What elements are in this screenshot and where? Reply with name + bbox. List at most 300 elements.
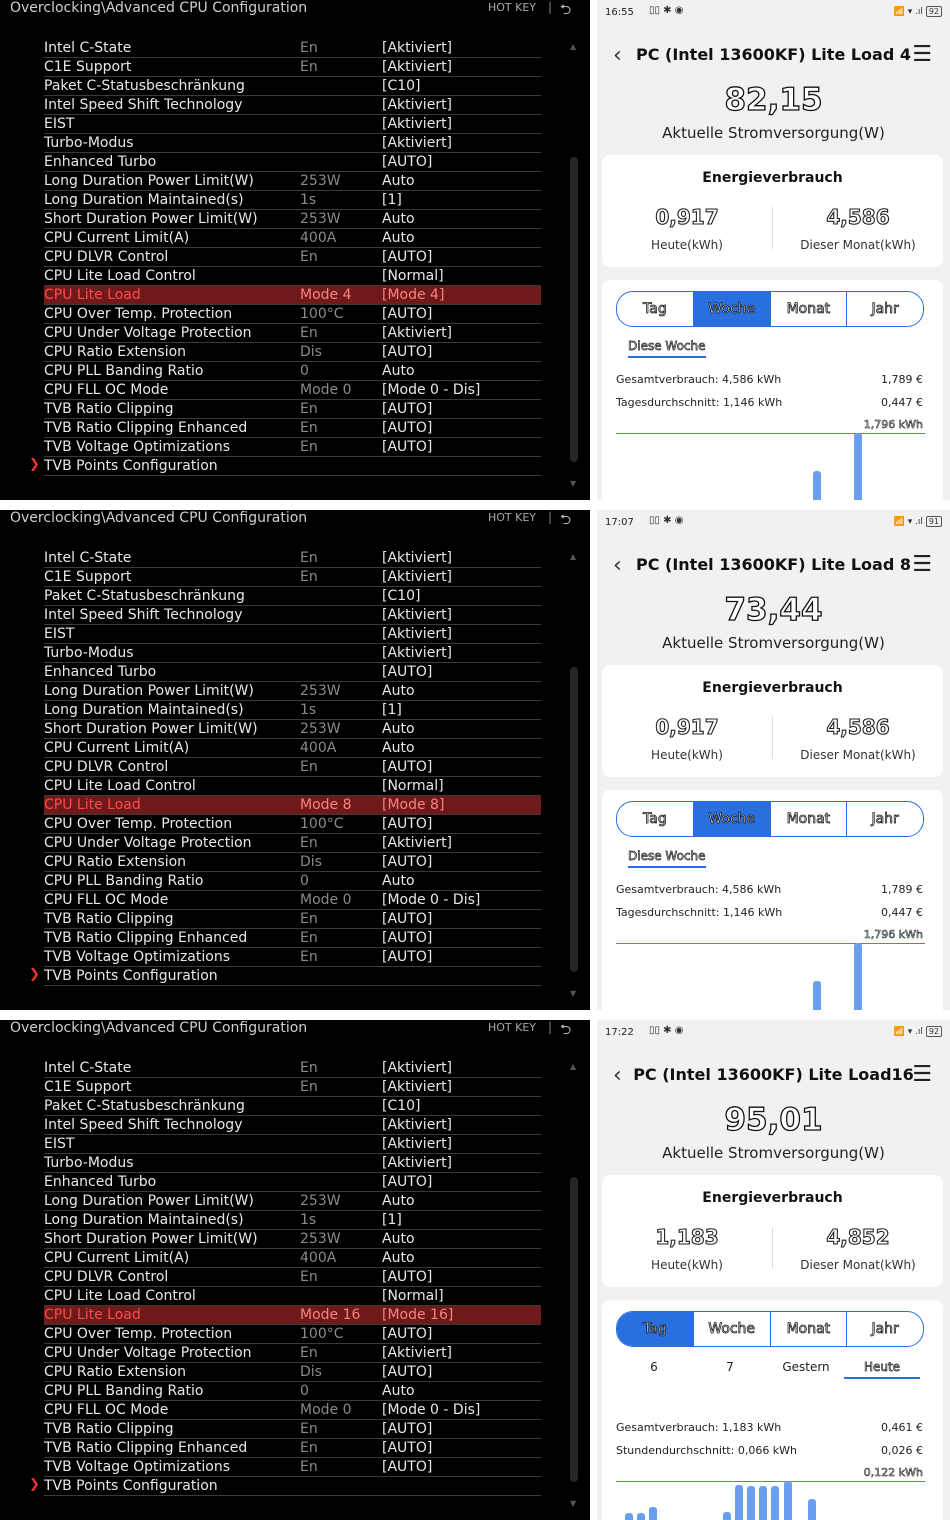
settings-row[interactable]	[44, 324, 541, 343]
settings-row[interactable]	[44, 739, 541, 758]
chart-bar	[625, 1513, 633, 1520]
card-title: Energieverbrauch	[702, 1190, 843, 1206]
settings-row[interactable]	[44, 1382, 541, 1401]
settings-row[interactable]	[44, 796, 541, 815]
setting-value[interactable]: [AUTO]	[382, 1326, 433, 1342]
settings-row[interactable]	[44, 191, 541, 210]
setting-value[interactable]: [C10]	[382, 1098, 421, 1114]
settings-row[interactable]	[44, 758, 541, 777]
back-arrow-icon[interactable]: ⮌	[560, 2, 572, 18]
setting-name: TVB Voltage Optimizations	[44, 1459, 230, 1475]
setting-name: Enhanced Turbo	[44, 664, 157, 680]
setting-name: TVB Ratio Clipping	[44, 401, 174, 417]
setting-name: CPU Under Voltage Protection	[44, 1345, 252, 1361]
setting-value[interactable]: [Aktiviert]	[382, 645, 453, 661]
setting-value[interactable]: [AUTO]	[382, 401, 433, 417]
setting-value[interactable]: [AUTO]	[382, 911, 433, 927]
signal-icons: 📶 ▾ .ıl	[893, 1027, 923, 1037]
bios-screen	[0, 0, 590, 500]
setting-name: Turbo-Modus	[44, 645, 134, 661]
setting-value[interactable]: [AUTO]	[382, 420, 433, 436]
setting-value[interactable]: [Aktiviert]	[382, 550, 453, 566]
setting-value[interactable]: [Aktiviert]	[382, 1079, 453, 1095]
tab-monat[interactable]: Monat	[771, 802, 848, 836]
hotkey-button[interactable]: HOT KEY	[488, 1021, 537, 1034]
setting-value[interactable]: [AUTO]	[382, 930, 433, 946]
scrollbar[interactable]	[569, 42, 579, 488]
setting-value[interactable]: [Aktiviert]	[382, 325, 453, 341]
settings-row[interactable]	[44, 267, 541, 286]
setting-default: En	[300, 569, 318, 585]
setting-name: CPU Current Limit(A)	[44, 1250, 190, 1266]
settings-row[interactable]	[44, 96, 541, 115]
setting-default: En	[300, 949, 318, 965]
setting-value[interactable]: Auto	[382, 230, 415, 246]
status-time: 17:07	[605, 517, 634, 528]
setting-name: Paket C-Statusbeschränkung	[44, 588, 245, 604]
setting-value[interactable]: [Aktiviert]	[382, 135, 453, 151]
settings-row[interactable]	[44, 587, 541, 606]
settings-row[interactable]	[44, 1192, 541, 1211]
setting-value[interactable]: [1]	[382, 192, 402, 208]
day-option[interactable]: Gestern	[782, 1360, 830, 1374]
setting-value[interactable]: [AUTO]	[382, 1364, 433, 1380]
settings-row[interactable]	[44, 77, 541, 96]
setting-name: Long Duration Power Limit(W)	[44, 683, 254, 699]
month-value: 4,586	[826, 205, 890, 229]
back-arrow-icon[interactable]: ⮌	[560, 512, 572, 528]
setting-name: TVB Ratio Clipping	[44, 1421, 174, 1437]
setting-name: CPU Over Temp. Protection	[44, 306, 233, 322]
settings-row[interactable]	[44, 229, 541, 248]
setting-value[interactable]: [AUTO]	[382, 439, 433, 455]
back-chevron-icon[interactable]: ‹	[613, 43, 622, 68]
settings-row[interactable]	[44, 1344, 541, 1363]
setting-name: TVB Voltage Optimizations	[44, 949, 230, 965]
setting-name: CPU Ratio Extension	[44, 344, 187, 360]
setting-name: CPU Lite Load	[44, 1307, 141, 1323]
month-value: 4,586	[826, 715, 890, 739]
max-label: 1,796 kWh	[863, 418, 923, 431]
day-option[interactable]: 6	[650, 1360, 658, 1374]
hamburger-menu-icon[interactable]: ☰	[912, 1062, 932, 1087]
settings-row[interactable]	[44, 720, 541, 739]
setting-value[interactable]: [Mode 16]	[382, 1307, 454, 1323]
setting-name: Enhanced Turbo	[44, 154, 157, 170]
chart-bar	[813, 981, 821, 1010]
setting-value[interactable]: [Aktiviert]	[382, 1117, 453, 1133]
settings-row[interactable]	[44, 1135, 541, 1154]
device-title: PC (Intel 13600KF) Lite Load 4	[635, 45, 911, 64]
setting-default: 253W	[300, 683, 341, 699]
setting-default: En	[300, 40, 318, 56]
history-card	[602, 280, 943, 500]
settings-row[interactable]	[44, 1325, 541, 1344]
setting-default: En	[300, 1079, 318, 1095]
setting-value[interactable]: [Aktiviert]	[382, 1136, 453, 1152]
setting-name: C1E Support	[44, 1079, 132, 1095]
setting-name: CPU Under Voltage Protection	[44, 835, 252, 851]
setting-name: CPU FLL OC Mode	[44, 382, 169, 398]
setting-value[interactable]: [AUTO]	[382, 1174, 433, 1190]
tab-woche[interactable]: Woche	[694, 292, 771, 326]
setting-value[interactable]: [Aktiviert]	[382, 1345, 453, 1361]
setting-value[interactable]: [Mode 0 - Dis]	[382, 382, 481, 398]
current-power-value: 95,01	[724, 1102, 823, 1138]
setting-value[interactable]: [Aktiviert]	[382, 626, 453, 642]
subtab-this-week[interactable]: Diese Woche	[628, 339, 706, 358]
history-card	[602, 790, 943, 1010]
tab-tag[interactable]: Tag	[617, 292, 694, 326]
setting-name: Intel Speed Shift Technology	[44, 1117, 243, 1133]
settings-row[interactable]	[44, 1097, 541, 1116]
tab-tag[interactable]: Tag	[617, 1312, 694, 1346]
status-icons: ▯▯ ✱ ◉	[649, 515, 684, 526]
setting-value[interactable]: [AUTO]	[382, 1421, 433, 1437]
setting-value[interactable]: [Normal]	[382, 1288, 444, 1304]
hamburger-menu-icon[interactable]: ☰	[912, 42, 932, 67]
settings-row[interactable]	[44, 1211, 541, 1230]
current-power-label: Aktuelle Stromversorgung(W)	[662, 634, 885, 652]
setting-value[interactable]: [AUTO]	[382, 306, 433, 322]
settings-row[interactable]	[44, 153, 541, 172]
setting-default: En	[300, 550, 318, 566]
setting-value[interactable]: [AUTO]	[382, 816, 433, 832]
setting-name: Long Duration Power Limit(W)	[44, 1193, 254, 1209]
tab-woche[interactable]: Woche	[694, 1312, 771, 1346]
setting-name: Intel Speed Shift Technology	[44, 97, 243, 113]
max-label: 0,122 kWh	[863, 1466, 923, 1479]
setting-default: En	[300, 1459, 318, 1475]
setting-name: TVB Ratio Clipping Enhanced	[44, 930, 248, 946]
settings-row[interactable]	[44, 606, 541, 625]
setting-name: Short Duration Power Limit(W)	[44, 721, 258, 737]
scrollbar[interactable]	[569, 552, 579, 998]
settings-row[interactable]	[44, 1401, 541, 1420]
setting-value[interactable]: [Mode 0 - Dis]	[382, 892, 481, 908]
energy-card	[602, 1175, 943, 1287]
setting-value[interactable]: Auto	[382, 721, 415, 737]
settings-row[interactable]	[44, 210, 541, 229]
settings-row[interactable]	[44, 682, 541, 701]
tab-jahr[interactable]: Jahr	[871, 301, 899, 317]
settings-row[interactable]	[44, 286, 541, 305]
setting-value[interactable]: [AUTO]	[382, 249, 433, 265]
setting-default: 0	[300, 1383, 309, 1399]
setting-default: Dis	[300, 344, 322, 360]
settings-row[interactable]	[44, 625, 541, 644]
chart-bar	[735, 1485, 743, 1520]
settings-row[interactable]	[44, 815, 541, 834]
setting-default: Mode 4	[300, 287, 352, 303]
settings-row[interactable]	[44, 910, 541, 929]
setting-value[interactable]: [AUTO]	[382, 759, 433, 775]
settings-row[interactable]	[44, 1268, 541, 1287]
setting-value[interactable]: [C10]	[382, 588, 421, 604]
setting-name: CPU Lite Load	[44, 797, 141, 813]
setting-default: 400A	[300, 1250, 337, 1266]
settings-row[interactable]	[29, 967, 541, 986]
settings-row[interactable]	[44, 172, 541, 191]
chart-bar	[813, 471, 821, 500]
setting-value[interactable]: Auto	[382, 740, 415, 756]
settings-row[interactable]	[44, 1154, 541, 1173]
settings-row[interactable]	[44, 549, 541, 568]
settings-list	[29, 549, 541, 986]
setting-value[interactable]: [Normal]	[382, 268, 444, 284]
scroll-down-icon[interactable]: ▼	[570, 989, 577, 998]
setting-value[interactable]: [AUTO]	[382, 344, 433, 360]
setting-name: Short Duration Power Limit(W)	[44, 1231, 258, 1247]
setting-name: TVB Points Configuration	[44, 458, 218, 474]
setting-value[interactable]: Auto	[382, 683, 415, 699]
setting-value[interactable]: [Aktiviert]	[382, 1060, 453, 1076]
subtab-this-week[interactable]: Diese Woche	[628, 849, 706, 868]
settings-row[interactable]	[44, 134, 541, 153]
setting-value[interactable]: [AUTO]	[382, 854, 433, 870]
hotkey-button[interactable]: HOT KEY	[488, 511, 537, 524]
setting-name: Long Duration Power Limit(W)	[44, 173, 254, 189]
current-power-label: Aktuelle Stromversorgung(W)	[662, 1144, 885, 1162]
tab-monat[interactable]: Monat	[771, 1312, 848, 1346]
settings-row[interactable]	[44, 1363, 541, 1382]
setting-name: CPU PLL Banding Ratio	[44, 1383, 204, 1399]
setting-value[interactable]: [Aktiviert]	[382, 1155, 453, 1171]
setting-name: CPU DLVR Control	[44, 1269, 169, 1285]
settings-row[interactable]	[44, 663, 541, 682]
average-consumption: Stundendurchschnitt: 0,066 kWh	[616, 1444, 798, 1457]
settings-row[interactable]	[44, 1078, 541, 1097]
settings-row[interactable]	[44, 1173, 541, 1192]
settings-row[interactable]	[44, 419, 541, 438]
tab-tag[interactable]: Tag	[617, 802, 694, 836]
screenshot-panel	[0, 0, 950, 500]
settings-row[interactable]	[44, 400, 541, 419]
setting-default: En	[300, 1060, 318, 1076]
setting-value[interactable]: [Aktiviert]	[382, 59, 453, 75]
signal-icons: 📶 ▾ .ıl	[893, 7, 923, 17]
settings-row[interactable]	[44, 929, 541, 948]
settings-row[interactable]	[44, 1439, 541, 1458]
setting-name: CPU Current Limit(A)	[44, 230, 190, 246]
today-label: Heute(kWh)	[651, 238, 723, 252]
back-chevron-icon[interactable]: ‹	[613, 553, 622, 578]
setting-default: 100°C	[300, 306, 344, 322]
settings-row[interactable]	[44, 777, 541, 796]
setting-name: CPU PLL Banding Ratio	[44, 363, 204, 379]
max-line	[616, 433, 925, 434]
setting-name: TVB Points Configuration	[44, 968, 218, 984]
setting-value[interactable]: Auto	[382, 873, 415, 889]
setting-value[interactable]: [Normal]	[382, 778, 444, 794]
today-label: Heute(kWh)	[651, 1258, 723, 1272]
scroll-thumb[interactable]	[570, 157, 578, 462]
setting-value[interactable]: [AUTO]	[382, 1269, 433, 1285]
settings-row[interactable]	[44, 872, 541, 891]
settings-row[interactable]	[44, 1458, 541, 1477]
setting-value[interactable]: [1]	[382, 702, 402, 718]
setting-name: Long Duration Maintained(s)	[44, 192, 244, 208]
scroll-up-icon[interactable]: ▲	[570, 42, 577, 51]
phone-app-screen	[597, 1020, 950, 1520]
setting-default: Mode 16	[300, 1307, 361, 1323]
settings-row[interactable]	[29, 457, 541, 476]
setting-value[interactable]: [C10]	[382, 78, 421, 94]
setting-name: Enhanced Turbo	[44, 1174, 157, 1190]
hotkey-separator: |	[548, 0, 553, 14]
setting-default: Dis	[300, 854, 322, 870]
settings-row[interactable]	[44, 701, 541, 720]
hamburger-menu-icon[interactable]: ☰	[912, 552, 932, 577]
setting-value[interactable]: [Mode 8]	[382, 797, 445, 813]
setting-default: En	[300, 911, 318, 927]
setting-value[interactable]: [Aktiviert]	[382, 97, 453, 113]
settings-row[interactable]	[44, 644, 541, 663]
setting-name: Intel C-State	[44, 550, 132, 566]
max-line	[616, 1481, 925, 1482]
total-consumption: Gesamtverbrauch: 4,586 kWh	[616, 883, 782, 896]
tab-woche[interactable]: Woche	[694, 802, 771, 836]
settings-row[interactable]	[44, 58, 541, 77]
setting-name: C1E Support	[44, 59, 132, 75]
setting-name: C1E Support	[44, 569, 132, 585]
setting-value[interactable]: [AUTO]	[382, 1440, 433, 1456]
setting-value[interactable]: [Aktiviert]	[382, 116, 453, 132]
hotkey-button[interactable]: HOT KEY	[488, 1, 537, 14]
settings-row[interactable]	[44, 1116, 541, 1135]
scroll-up-icon[interactable]: ▲	[570, 552, 577, 561]
breadcrumb: Overclocking\Advanced CPU Configuration	[10, 0, 308, 16]
setting-name: CPU Lite Load Control	[44, 1288, 196, 1304]
setting-value[interactable]: [Aktiviert]	[382, 835, 453, 851]
settings-row[interactable]	[44, 248, 541, 267]
day-selector	[616, 1360, 922, 1388]
status-icons: ▯▯ ✱ ◉	[649, 1025, 684, 1036]
setting-default: 0	[300, 363, 309, 379]
scroll-down-icon[interactable]: ▼	[570, 479, 577, 488]
setting-value[interactable]: [AUTO]	[382, 664, 433, 680]
current-power-label: Aktuelle Stromversorgung(W)	[662, 124, 885, 142]
setting-name: CPU DLVR Control	[44, 249, 169, 265]
setting-name: CPU Current Limit(A)	[44, 740, 190, 756]
setting-value[interactable]: [AUTO]	[382, 154, 433, 170]
setting-name: CPU PLL Banding Ratio	[44, 873, 204, 889]
tab-monat[interactable]: Monat	[771, 292, 848, 326]
energy-card	[602, 665, 943, 777]
today-value: 0,917	[655, 715, 719, 739]
period-tabs	[616, 801, 924, 837]
setting-value[interactable]: Auto	[382, 363, 415, 379]
setting-value[interactable]: Auto	[382, 211, 415, 227]
back-chevron-icon[interactable]: ‹	[613, 1063, 622, 1088]
setting-value[interactable]: [Aktiviert]	[382, 40, 453, 56]
settings-row[interactable]	[44, 115, 541, 134]
chart-bar	[808, 1499, 816, 1520]
settings-row[interactable]	[44, 1249, 541, 1268]
settings-row[interactable]	[44, 1230, 541, 1249]
setting-value[interactable]: [Mode 4]	[382, 287, 445, 303]
settings-row[interactable]	[44, 1059, 541, 1078]
settings-row[interactable]	[44, 305, 541, 324]
setting-name: CPU Ratio Extension	[44, 854, 187, 870]
setting-value[interactable]: [AUTO]	[382, 949, 433, 965]
setting-value[interactable]: [Mode 0 - Dis]	[382, 1402, 481, 1418]
scroll-thumb[interactable]	[570, 1177, 578, 1482]
chart-bar	[854, 433, 862, 500]
phone-app-screen	[597, 0, 950, 500]
device-title: PC (Intel 13600KF) Lite Load16	[633, 1065, 914, 1084]
setting-name: CPU Over Temp. Protection	[44, 816, 233, 832]
scroll-up-icon[interactable]: ▲	[570, 1062, 577, 1071]
setting-default: Dis	[300, 1364, 322, 1380]
tab-jahr[interactable]: Jahr	[871, 1321, 899, 1337]
settings-row[interactable]	[44, 891, 541, 910]
setting-default: En	[300, 249, 318, 265]
settings-row[interactable]	[44, 343, 541, 362]
scroll-thumb[interactable]	[570, 667, 578, 972]
day-option[interactable]: Heute	[844, 1360, 920, 1379]
setting-default: En	[300, 1345, 318, 1361]
average-consumption: Tagesdurchschnitt: 1,146 kWh	[616, 906, 783, 919]
setting-name: TVB Voltage Optimizations	[44, 439, 230, 455]
day-option[interactable]: 7	[726, 1360, 734, 1374]
battery-icon: 91	[926, 516, 942, 527]
settings-row[interactable]	[29, 1477, 541, 1496]
setting-value[interactable]: Auto	[382, 1250, 415, 1266]
status-bar-right	[894, 6, 942, 17]
setting-default: 253W	[300, 211, 341, 227]
breadcrumb: Overclocking\Advanced CPU Configuration	[10, 510, 308, 526]
signal-icons: 📶 ▾ .ıl	[893, 517, 923, 527]
breadcrumb: Overclocking\Advanced CPU Configuration	[10, 1020, 308, 1036]
card-title: Energieverbrauch	[702, 680, 843, 696]
scroll-down-icon[interactable]: ▼	[570, 1499, 577, 1508]
settings-row[interactable]	[44, 568, 541, 587]
status-time: 16:55	[605, 7, 634, 18]
settings-row[interactable]	[44, 948, 541, 967]
average-consumption: Tagesdurchschnitt: 1,146 kWh	[616, 396, 783, 409]
status-bar-right	[894, 1026, 942, 1037]
setting-value[interactable]: Auto	[382, 173, 415, 189]
total-cost: 1,789 €	[881, 373, 923, 386]
setting-value[interactable]: Auto	[382, 1193, 415, 1209]
total-cost: 0,461 €	[881, 1421, 923, 1434]
setting-value[interactable]: [AUTO]	[382, 1459, 433, 1475]
chart-bar	[747, 1486, 755, 1520]
settings-row[interactable]	[44, 853, 541, 872]
settings-row[interactable]	[44, 381, 541, 400]
bios-screen	[0, 1020, 590, 1520]
settings-row[interactable]	[44, 362, 541, 381]
back-arrow-icon[interactable]: ⮌	[560, 1022, 572, 1038]
setting-value[interactable]: [Aktiviert]	[382, 569, 453, 585]
tab-jahr[interactable]: Jahr	[871, 811, 899, 827]
setting-default: 1s	[300, 1212, 317, 1228]
setting-value[interactable]: [Aktiviert]	[382, 607, 453, 623]
settings-row[interactable]	[44, 1287, 541, 1306]
settings-row[interactable]	[44, 1306, 541, 1325]
settings-row[interactable]	[44, 1420, 541, 1439]
scrollbar[interactable]	[569, 1062, 579, 1508]
settings-row[interactable]	[44, 39, 541, 58]
setting-value[interactable]: Auto	[382, 1231, 415, 1247]
settings-row[interactable]	[44, 834, 541, 853]
setting-value[interactable]: [1]	[382, 1212, 402, 1228]
setting-default: 253W	[300, 1231, 341, 1247]
settings-row[interactable]	[44, 438, 541, 457]
setting-value[interactable]: Auto	[382, 1383, 415, 1399]
setting-default: 400A	[300, 230, 337, 246]
